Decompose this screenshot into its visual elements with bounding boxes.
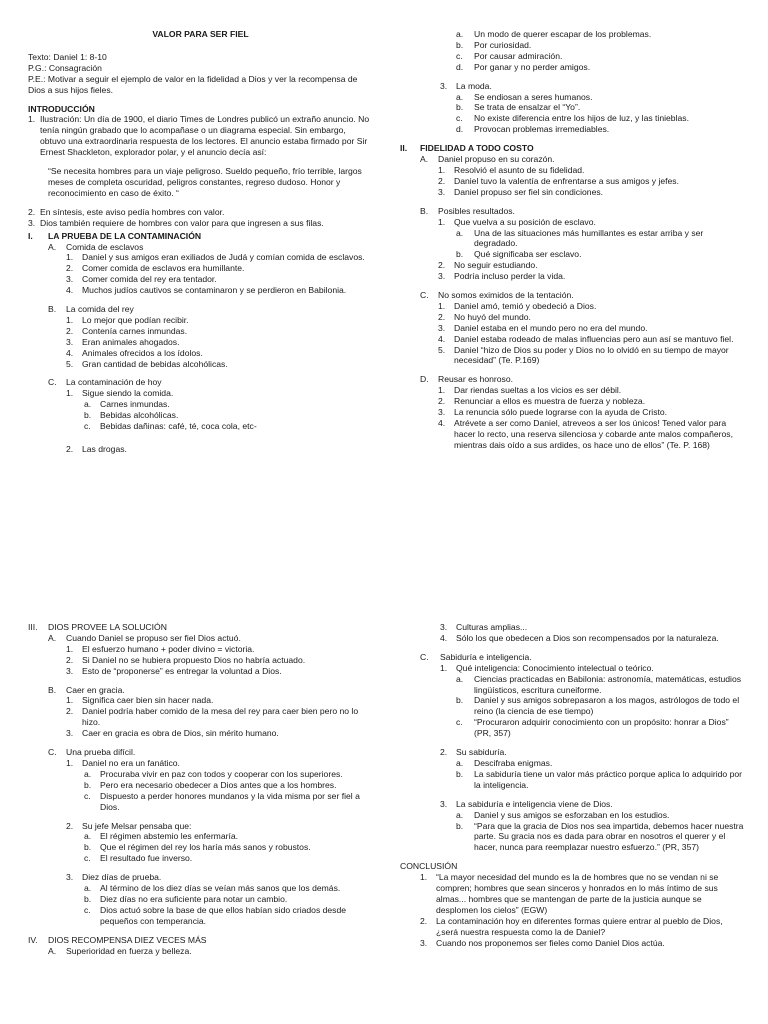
s4-c-1-a: a. Ciencias practicadas en Babilonia: astronomía, matemáticas, estudios lingüísticos, escritura cuneiforme. [456,673,742,695]
s2-d-2: 2. Renunciar a ellos es muestra de fuerza y nobleza. [438,396,646,407]
s3-a: A. Cuando Daniel se propuso ser fiel Dios actuó. [48,632,241,643]
s3-c-3: 3. Diez días de prueba. [66,872,162,883]
s3-c-3-a: a. Al término de los diez días se veían más sanos que los demás. [84,883,341,894]
conclusion-heading: CONCLUSIÓN [400,861,458,872]
s4-c-1-b: b. Daniel y sus amigos sobrepasaron a los magos, astrólogos de todo el reino (la ciencia de ese tiempo) [456,695,740,717]
s1-b-2: 2. Contenía carnes inmundas. [66,325,188,336]
s3-c-2-a: a. El régimen abstemio les enfermaría. [84,831,239,842]
s2-b: B. Posibles resultados. [420,205,515,216]
s2-a: A. Daniel propuso en su corazón. [420,154,555,165]
s3-c-1: 1. Daniel no era un fanático. [66,757,180,768]
s1-a-2: 2. Comer comida de esclavos era humillante. [66,263,245,274]
s1-a-4: 4. Muchos judíos cautivos se contaminaron y se perdieron en Babilonia. [66,285,347,296]
s2-c-3: 3. Daniel estaba en el mundo pero no era del mundo. [438,322,648,333]
s1-b-4: 4. Animales ofrecidos a los ídolos. [66,347,203,358]
s3-c-2-b: b. Que el régimen del rey los haría más sanos y robustos. [84,842,311,853]
s1-a-1: 1. Daniel y sus amigos eran exiliados de Judá y comían comida de esclavos. [66,252,365,263]
meta-text: Texto: Daniel 1: 8-10 [28,51,107,62]
s2-a-1: 1. Resolvió el asunto de su fidelidad. [438,164,585,175]
s1-c-1-c: c. Bebidas dañinas: café, té, coca cola, etc- [84,421,257,432]
s1-c-3-b: b. Se trata de ensalzar el “Yo”. [456,102,581,113]
page2-left-column [28,622,373,956]
s1-c-2-a: a. Un modo de querer escapar de los problemas. [456,29,652,39]
meta-pg: P.G.: Consagración [28,62,102,73]
s1-c-2-d: d. Por ganar y no perder amigos. [456,61,591,72]
s3-a-3: 3. Esto de “proponerse” es entregar la voluntad a Dios. [66,665,282,676]
s2-c-2: 2. No huyó del mundo. [438,311,531,322]
s2-d-3: 3. La renuncia sólo puede lograrse con la ayuda de Cristo. [438,407,668,418]
s4-c-2-b: b. La sabiduría tiene un valor más práctico porque aplica lo adquirido por la inteligencia. [456,768,743,790]
s1-b-1: 1. Lo mejor que podían recibir. [66,314,189,325]
s2-d-1: 1. Dar riendas sueltas a los vicios es ser débil. [438,385,622,396]
s3-c-2-c: c. El resultado fue inverso. [84,853,193,864]
s1-a-3: 3. Comer comida del rey era tentador. [66,274,217,285]
shackleton-quote: “Se necesita hombres para un viaje peligroso. Sueldo pequeño, frío terrible, largos meses de completa oscuridad, peligros constantes, regreso dudoso. Honor y reconocimiento en caso de éxito. “ [48,166,362,198]
s4-c-3: 3. La sabiduría e inteligencia viene de Dios. [440,798,613,809]
page1-left-column [28,29,373,455]
section-2-heading: II. FIDELIDAD A TODO COSTO [400,143,534,154]
intro-heading: INTRODUCCIÓN [28,103,95,114]
s4-a-3: 3. Culturas amplias... [440,622,528,632]
s3-a-2: 2. Si Daniel no se hubiera propuesto Dios no habría actuado. [66,654,306,665]
s3-c-3-b: b. Diez días no era suficiente para notar un cambio. [84,893,288,904]
s2-d: D. Reusar es honroso. [420,374,513,385]
s2-c: C. No somos eximidos de la tentación. [420,290,574,301]
conclusion-item-1: 1. “La mayor necesidad del mundo es la de hombres que no se vendan ni se compren; hombres que sean sinceros y honrados en lo más íntimo de sus almas... hombres que se mantengan de parte de la justicia aunque se desplomen los cielos” (EGW) [420,872,719,915]
s2-c-1: 1. Daniel amó, temió y obedeció a Dios. [438,300,597,311]
s3-c: C. Una prueba difícil. [48,747,136,758]
s2-b-1-b: b. Qué significaba ser esclavo. [456,249,582,260]
s1-c-1: 1. Sigue siendo la comida. [66,388,174,399]
s1-b-3: 3. Eran animales ahogados. [66,336,180,347]
s1-b: B. La comida del rey [48,304,134,315]
s2-c-4: 4. Daniel estaba rodeado de malas influencias pero aun así se mantuvo fiel. [438,333,734,344]
s2-b-1: 1. Que vuelva a su posición de esclavo. [438,216,596,227]
s4-a: A. Superioridad en fuerza y belleza. [48,945,192,956]
s1-c-3-a: a. Se endiosan a seres humanos. [456,91,593,102]
s4-c: C. Sabiduría e inteligencia. [420,651,532,662]
s2-c-5: 5. Daniel “hizo de Dios su poder y Dios no lo olvidó en su tiempo de mayor necesidad” (Te. P.169) [438,344,729,366]
s1-c-1-b: b. Bebidas alcohólicas. [84,410,179,421]
page1-right-column [400,29,745,451]
s3-b-3: 3. Caer en gracia es obra de Dios, sin mérito humano. [66,728,279,739]
s2-b-2: 2. No seguir estudiando. [438,260,538,271]
conclusion-item-3: 3. Cuando nos proponemos ser fieles como Daniel Dios actúa. [420,937,665,948]
s4-c-1-c: c. “Procuraron adquirir conocimiento con un propósito: honrar a Dios” (PR, 357) [456,717,729,739]
document-title: VALOR PARA SER FIEL [152,29,249,39]
s1-c-3-c: c. No existe diferencia entre los hijos de luz, y las tinieblas. [456,113,689,124]
intro-item-3: 3. Dios también requiere de hombres con valor para que ingresen a sus filas. [28,217,324,228]
intro-item-1: 1. Ilustración: Un día de 1900, el diario Times de Londres publicó un extraño anuncio. No tenía ningún grabado que lo acompañase o un diagrama especial. Sin embargo, obtuvo una extraordinaria respuesta de los lectores. El anuncio estaba firmado por Sir Ernest Shackleton, explorador polar, y el anuncio decía así: [28,114,370,158]
s2-d-4: 4. Atrévete a ser como Daniel, atreveos a ser los únicos! Tened valor para hacer lo recto, una reserva silenciosa y cobarde ante malos compañeros, mientras dais oído a sus ardides, os hace uno de ellos” (Te. P. 168) [438,418,733,450]
intro-item-2: 2. En síntesis, este aviso pedía hombres con valor. [28,206,225,217]
page2-right-column [400,622,745,948]
s1-c-3: 3. La moda. [440,80,492,91]
section-3-heading: III. DIOS PROVEE LA SOLUCIÓN [28,622,167,632]
s3-c-3-c: c. Dios actuó sobre la base de que ellos habían sido criados desde pequeños con temperancia. [84,904,347,926]
s2-a-3: 3. Daniel propuso ser fiel sin condiciones. [438,186,604,197]
s3-b-1: 1. Significa caer bien sin hacer nada. [66,695,214,706]
s1-a: A. Comida de esclavos [48,241,144,252]
s1-c-1-a: a. Carnes inmundas. [84,399,170,410]
s3-c-1-b: b. Pero era necesario obedecer a Dios antes que a los hombres. [84,779,337,790]
s4-c-3-b: b. “Para que la gracia de Dios nos sea impartida, debemos hacer nuestra parte. Su gracia nos es dada para obrar en nosotros el querer y el hacer, nunca para reemplazar nuestro esfuerzo.” (PR, 357) [456,820,744,853]
s4-c-1: 1. Qué inteligencia: Conocimiento intelectual o teórico. [440,662,654,673]
s4-c-2-a: a. Descifraba enigmas. [456,757,553,768]
s2-b-3: 3. Podría incluso perder la vida. [438,271,566,282]
s4-a-4: 4. Sólo los que obedecen a Dios son recompensados por la naturaleza. [440,632,719,643]
s1-c-2-b: b. Por curiosidad. [456,39,532,50]
s2-b-1-a: a. Una de las situaciones más humillantes es estar arriba y ser degradado. [456,227,704,249]
s3-a-1: 1. El esfuerzo humano + poder divino = victoria. [66,643,255,654]
conclusion-item-2: 2. La contaminación hoy en diferentes formas quiere entrar al pueblo de Dios, ¿será nuestra respuesta como la de Daniel? [420,915,723,937]
s1-c: C. La contaminación de hoy [48,377,162,388]
s4-c-3-a: a. Daniel y sus amigos se esforzaban en los estudios. [456,809,670,820]
s1-b-5: 5. Gran cantidad de bebidas alcohólicas. [66,358,228,369]
s3-b: B. Caer en gracia. [48,684,125,695]
s2-a-2: 2. Daniel tuvo la valentía de enfrentarse a sus amigos y jefes. [438,175,679,186]
s3-b-2: 2. Daniel podría haber comido de la mesa del rey para caer bien pero no lo hizo. [66,706,359,728]
s3-c-1-a: a. Procuraba vivir en paz con todos y cooperar con los superiores. [84,768,343,779]
section-4-heading: IV. DIOS RECOMPENSA DIEZ VECES MÁS [28,934,207,945]
section-1-heading: I. LA PRUEBA DE LA CONTAMINACIÓN [28,230,202,241]
s1-c-2-c: c. Por causar admiración. [456,50,563,61]
s1-c-3-d: d. Provocan problemas irremediables. [456,124,610,135]
s3-c-2: 2. Su jefe Melsar pensaba que: [66,820,192,831]
meta-pe: P.E.: Motivar a seguir el ejemplo de valor en la fidelidad a Dios y ver la recompensa de Dios a sus hijos fieles. [28,73,358,95]
s3-c-1-c: c. Dispuesto a perder honores mundanos y la vida misma por ser fiel a Dios. [84,790,360,812]
s1-c-2: 2. Las drogas. [66,444,127,454]
s4-c-2: 2. Su sabiduría. [440,747,507,758]
